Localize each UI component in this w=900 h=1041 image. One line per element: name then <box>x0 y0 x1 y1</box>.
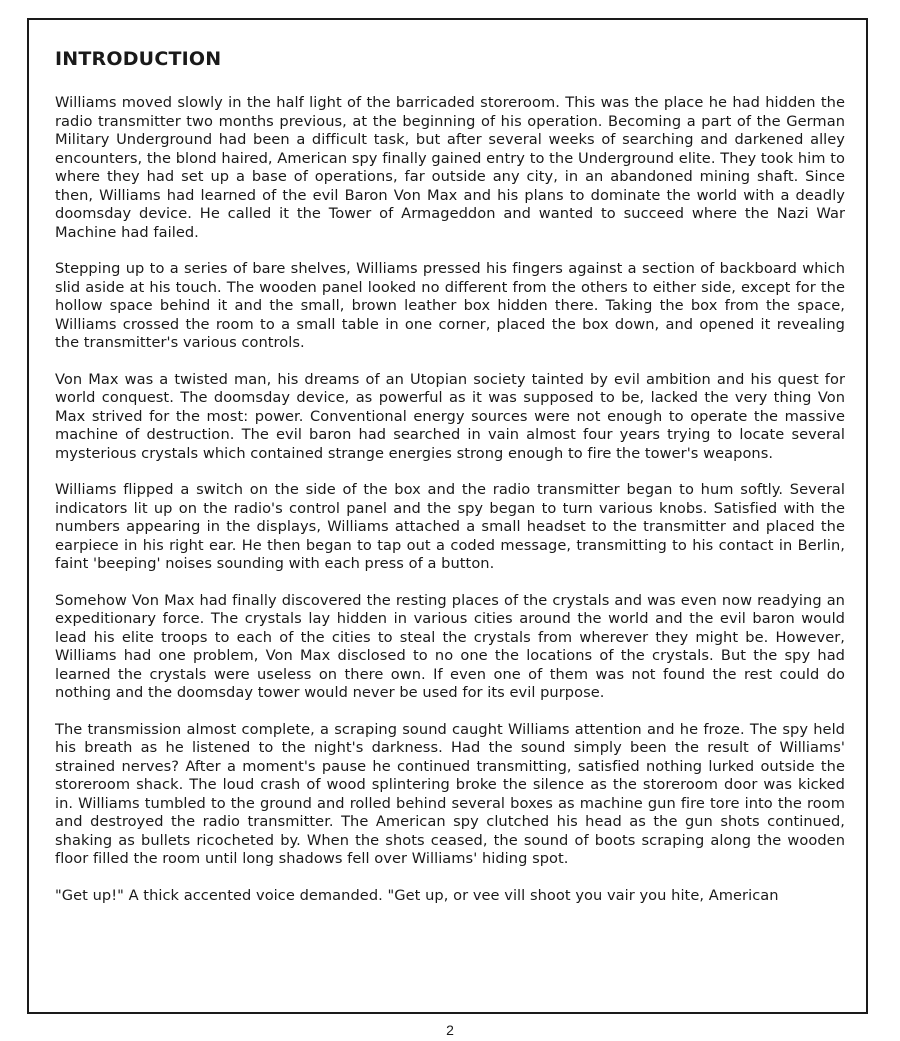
paragraph: Stepping up to a series of bare shelves, Williams pressed his fingers against a section of backboard which slid aside at his touch. The wooden panel looked no different from the others to either side, except for the hollow space behind it and the small, brown leather box hidden there. Taking the box from the space, Williams crossed the room to a small table in one corner, placed the box down, and opened it revealing the transmitter's various controls. <box>55 260 845 351</box>
page-number: 2 <box>446 1022 454 1038</box>
paragraph: "Get up!" A thick accented voice demanded. "Get up, or vee vill shoot you vair you hite, American <box>55 886 779 904</box>
paragraph: Somehow Von Max had finally discovered the resting places of the crystals and was even now readying an expeditionary force. The crystals lay hidden in various cities around the world and the evil baron would lead his elite troops to each of the cities to steal the crystals from wherever they might be. However, Williams had one problem, Von Max disclosed to no one the locations of the crystals. But the spy had learned the crystals were useless on there own. If even one of them was not found the rest could do nothing and the doomsday tower would never be used for its evil purpose. <box>55 591 845 701</box>
paragraph: The transmission almost complete, a scraping sound caught Williams attention and he froze. The spy held his breath as he listened to the night's darkness. Had the sound simply been the result of Williams' strained nerves? After a moment's pause he continued transmitting, satisfied nothing lurked outside the storeroom shack. The loud crash of wood splintering broke the silence as the storeroom door was kicked in. Williams tumbled to the ground and rolled behind several boxes as machine gun fire tore into the room and destroyed the radio transmitter. The American spy clutched his head as the gun shots continued, shaking as bullets ricocheted by. When the shots ceased, the sound of boots scraping along the wooden floor filled the room until long shadows fell over Williams' hiding spot. <box>55 720 845 867</box>
paragraph: Williams moved slowly in the half light of the barricaded storeroom. This was the place he had hidden the radio transmitter two months previous, at the beginning of his operation. Becoming a part of the German Military Underground had been a difficult task, but after several weeks of searching and darkened alley encounters, the blond haired, American spy finally gained entry to the Underground elite. They took him to where they had set up a base of operations, far outside any city, in an abandoned mining shaft. Since then, Williams had learned of the evil Baron Von Max and his plans to dominate the world with a deadly doomsday device. He called it the Tower of Armageddon and wanted to succeed where the Nazi War Machine had failed. <box>55 94 845 241</box>
paragraph: Von Max was a twisted man, his dreams of an Utopian society tainted by evil ambition and his quest for world conquest. The doomsday device, as powerful as it was supposed to be, lacked the very thing Von Max strived for the most: power. Conventional energy sources were not enough to operate the massive machine of destruction. The evil baron had searched in vain almost four years trying to locate several mysterious crystals which contained strange energies strong enough to fire the tower's weapons. <box>55 370 845 462</box>
paragraph: Williams flipped a switch on the side of the box and the radio transmitter began to hum softly. Several indicators lit up on the radio's control panel and the spy began to turn various knobs. Satisfied with the numbers appearing in the displays, Williams attached a small headset to the transmitter and placed the earpiece in his right ear. He then began to tap out a coded message, transmitting to his contact in Berlin, faint 'beeping' noises sounding with each press of a button. <box>55 481 845 572</box>
page-frame <box>27 18 868 1014</box>
section-heading: INTRODUCTION <box>55 48 222 70</box>
text-body <box>55 46 845 923</box>
